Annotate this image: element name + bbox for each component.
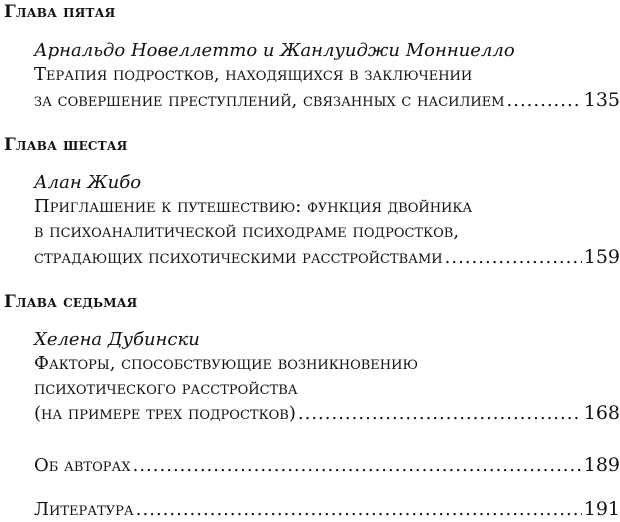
chapter-heading: Глава шестая [4, 135, 128, 155]
page-number: 159 [583, 246, 620, 268]
dot-leader [298, 403, 582, 424]
toc-entry-literature [34, 498, 620, 520]
dot-leader [136, 499, 582, 520]
chapter-title-line: (на примере трех подростков) [34, 403, 296, 424]
chapter-title-line: Терапия подростков, находящихся в заключении [34, 64, 473, 85]
toc-entry-line [34, 246, 620, 268]
entry-title: Литература [34, 499, 134, 520]
toc-entry-line [34, 89, 620, 111]
page-number: 135 [583, 89, 620, 111]
chapter-title-line: психотического расстройства [34, 378, 298, 399]
dot-leader [445, 247, 582, 268]
dot-leader [133, 455, 582, 476]
chapter-title-line: в психоаналитической психодраме подростков, [34, 221, 460, 242]
chapter-heading: Глава пятая [4, 2, 116, 22]
chapter-author: Алан Жибо [34, 172, 142, 193]
page-number: 189 [583, 454, 620, 476]
chapter-title-line: за совершение преступлений, связанных с насилием [34, 90, 505, 111]
dot-leader [507, 90, 582, 111]
toc-entry-line [34, 402, 620, 424]
entry-title: Об авторах [34, 455, 131, 476]
toc-entry-about-authors [34, 454, 620, 476]
chapter-author: Арнальдо Новеллетто и Жанлуиджи Монниелло [34, 40, 515, 61]
page-number: 168 [583, 402, 620, 424]
chapter-author: Хелена Дубински [34, 329, 200, 350]
chapter-heading: Глава седьмая [4, 292, 138, 312]
chapter-title-line: Факторы, способствующие возникновению [34, 353, 418, 374]
chapter-title-line: страдающих психотическими расстройствами [34, 247, 443, 268]
chapter-title-line: Приглашение к путешествию: функция двойника [34, 196, 473, 217]
page-number: 191 [583, 498, 620, 520]
